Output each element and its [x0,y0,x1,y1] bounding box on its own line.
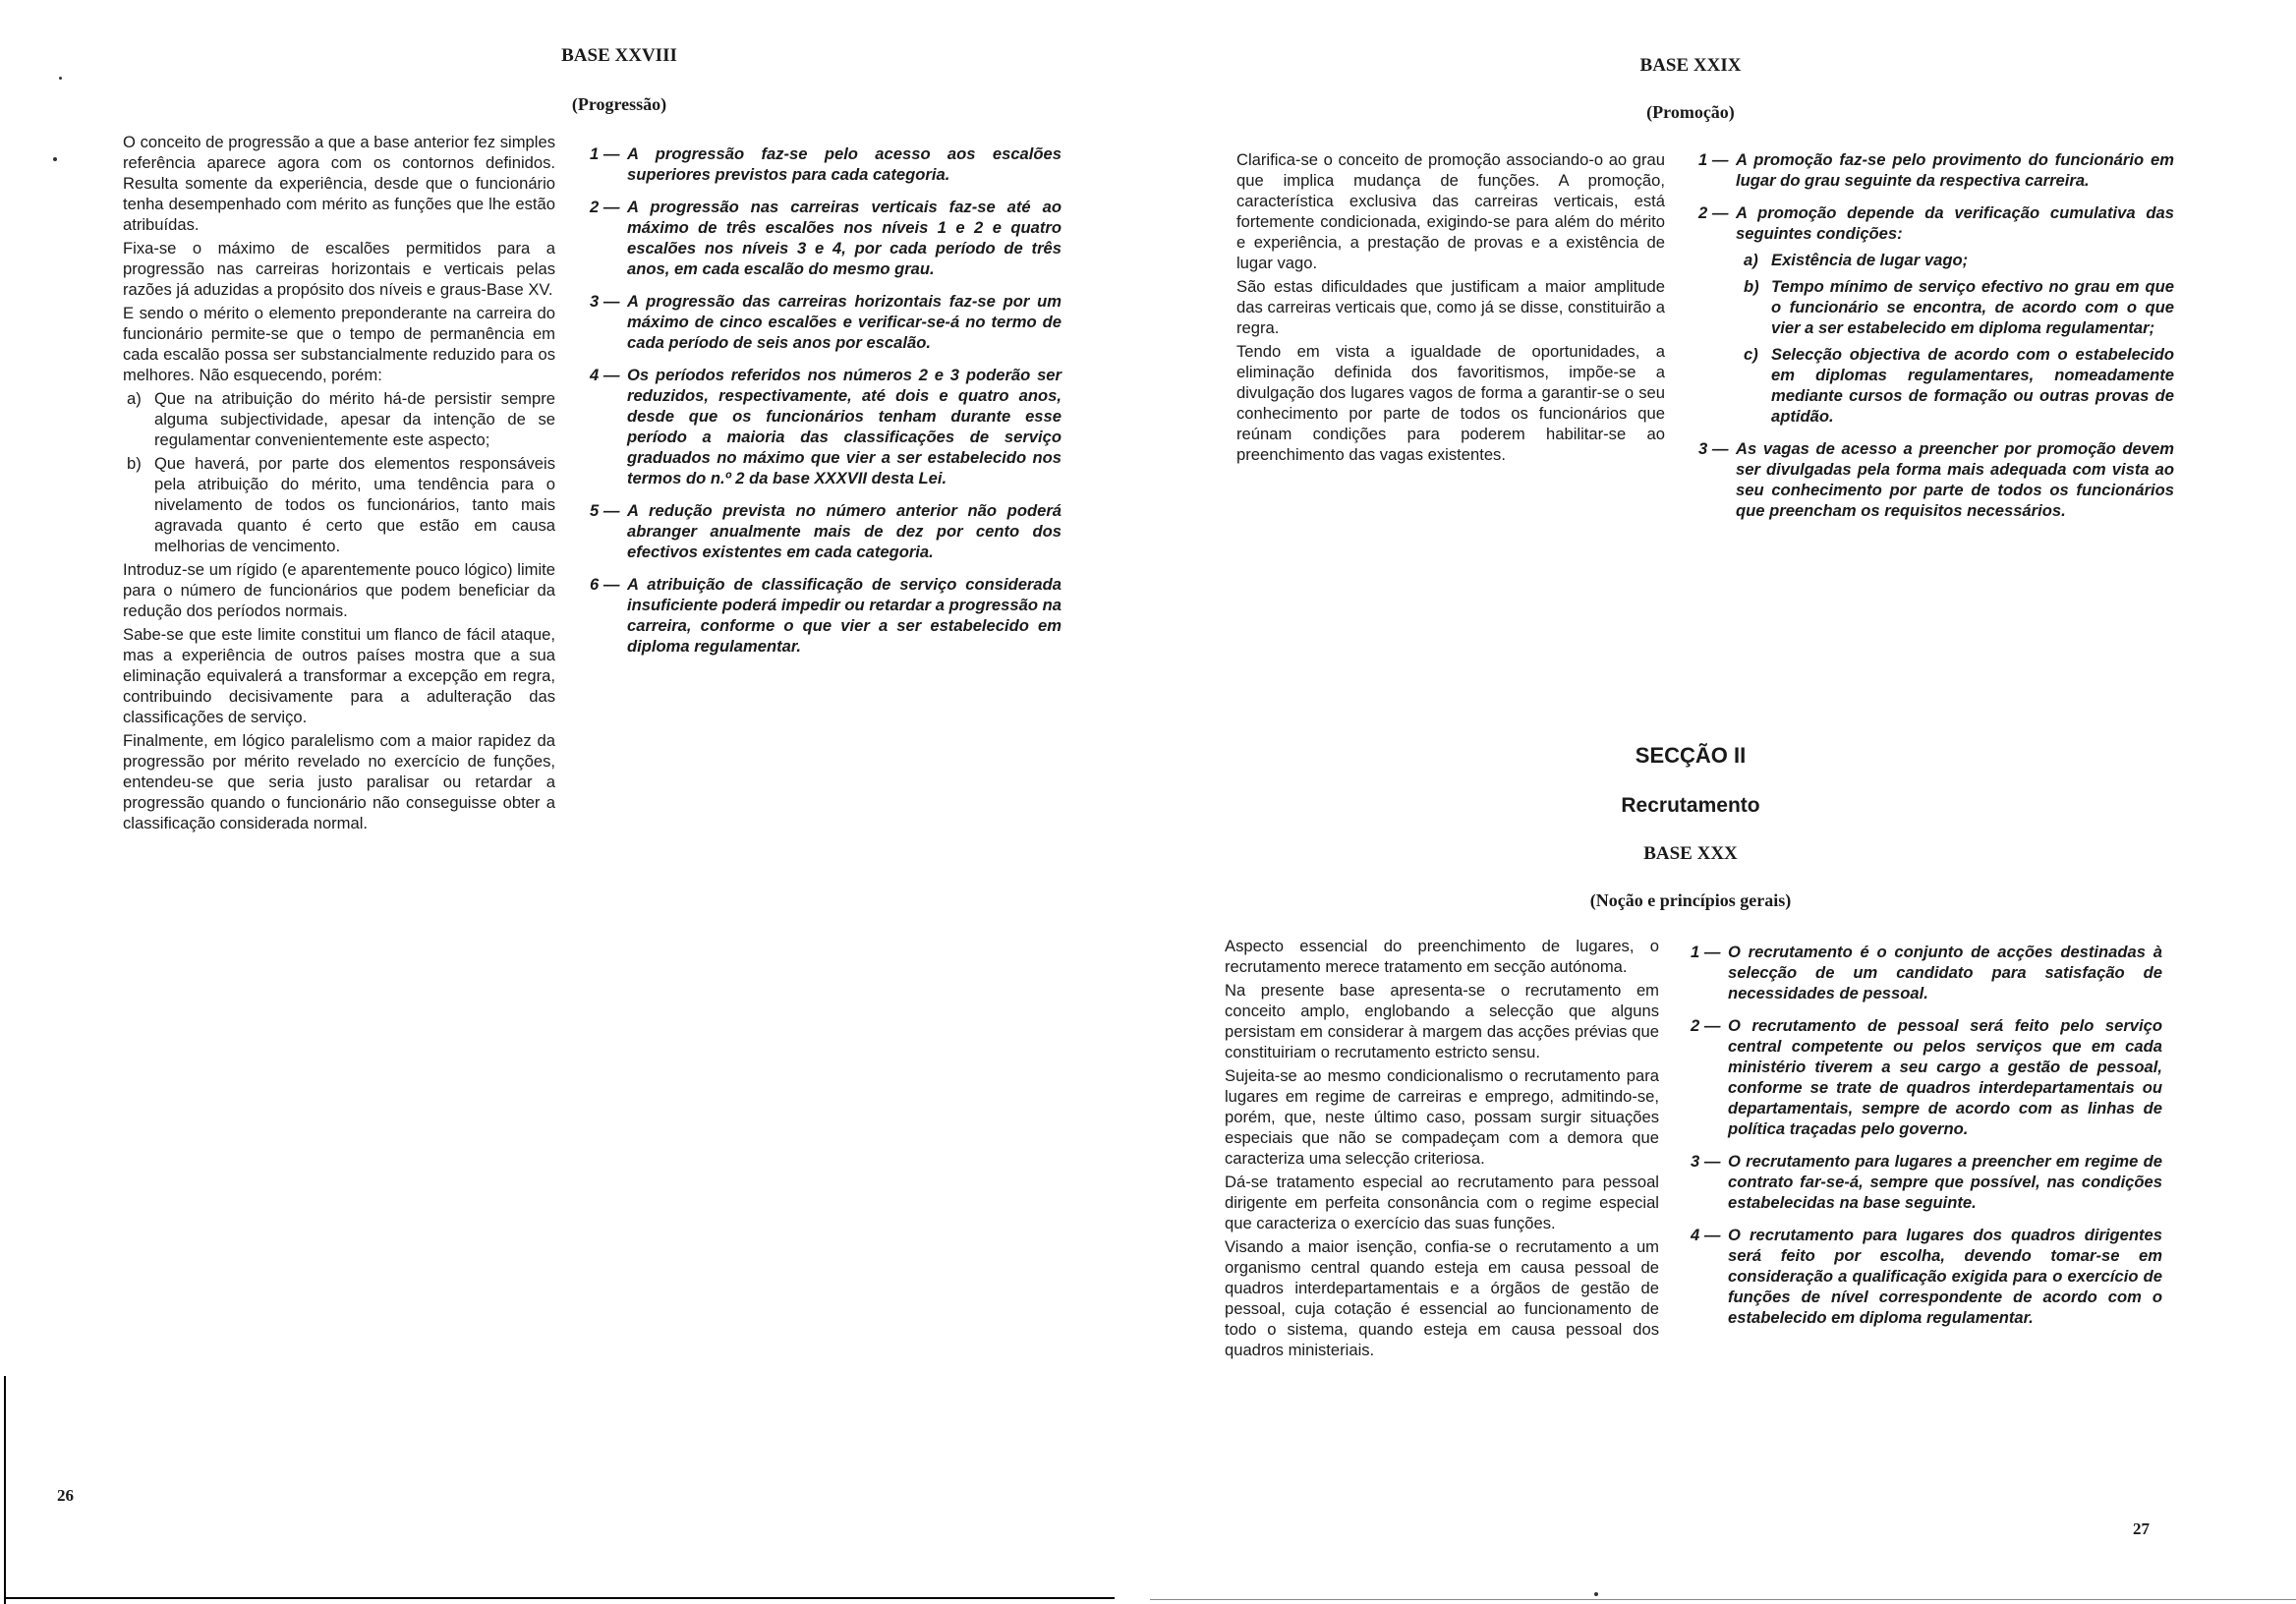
article-text: O recrutamento para lugares dos quadros dirigentes será feito por escolha, devendo tomar-se em consideração a qualificação exigida para o exercício de funções de nível correspondente de acordo com o estabelecido em diploma regulamentar. [1728,1226,2162,1327]
list-marker: a) [127,389,142,408]
condition-item [1736,344,2174,427]
commentary-paragraph: São estas dificuldades que justificam a maior amplitude das carreiras verticais que, como já se disse, constituirão a regra. [1236,277,1665,337]
article-6 [590,574,1062,657]
commentary-paragraph: Na presente base apresenta-se o recrutamento em conceito amplo, englobando a selecção que alguns persistam em considerar à margem das acções prévias que constituiriam o recrutamento estricto sensu. [1225,981,1659,1061]
commentary-paragraph: Finalmente, em lógico paralelismo com a maior rapidez da progressão por mérito revelado no exercício de funções, entendeu-se que seria justo paralisar ou retardar a progressão quando o funcionário não conseguisse obter a classificação considerada normal. [123,731,555,832]
list-marker: b) [1744,277,1759,296]
section-title: SECÇÃO II [1635,743,1747,768]
section-subtitle: Recrutamento [1621,794,1760,817]
scan-edge-left [4,1376,6,1604]
page-number-left: 26 [57,1486,74,1505]
article-number: 2 — [1691,1016,1721,1035]
article-text: A progressão faz-se pelo acesso aos escalões superiores previstos para cada categoria. [627,144,1062,184]
base-xxviii-title: BASE XXVIII [561,45,677,66]
article-3 [590,291,1062,353]
article-number: 2 — [1698,203,1729,222]
base-xxx-articles [1691,942,2162,1340]
condition-text: Selecção objectiva de acordo com o estabelecido em diplomas regulamentares, nomeadamente mediante cursos de formação ou outras provas de aptidão. [1771,345,2174,426]
base-xxx-commentary [1225,936,1659,1363]
base-xxix-subtitle: (Promoção) [1646,102,1735,122]
article-text: A progressão nas carreiras verticais faz-se até ao máximo de três escalões nos níveis 1 e 2 e quatro escalões nos níveis 3 e 4, por cada período de três anos, em cada escalão do mesmo grau. [627,198,1062,278]
list-text: Que haverá, por parte dos elementos responsáveis pela atribuição do mérito, uma tendência para o nivelamento de todos os funcionários, tanto mais agravada quanto é certo que estão em causa melhorias de vencimento. [154,454,555,555]
condition-item [1736,250,2174,270]
commentary-paragraph: Introduz-se um rígido (e aparentemente pouco lógico) limite para o número de funcionários que podem beneficiar da redução dos períodos normais. [123,560,555,620]
scan-speck [1594,1592,1598,1596]
commentary-paragraph: Visando a maior isenção, confia-se o recrutamento a um organismo central quando esteja em causa pessoal de quadros interdepartamentais e a órgãos de gestão de pessoal, cuja cotação é essencial ao funcionamento de todo o sistema, quando esteja em causa pessoal dos quadros ministeriais. [1225,1237,1659,1359]
article-3 [1698,438,2174,521]
article-4 [590,365,1062,488]
commentary-paragraph: Dá-se tratamento especial ao recrutamento para pessoal dirigente em perfeita consonância com o regime especial que caracteriza o exercício das suas funções. [1225,1173,1659,1232]
list-marker: b) [127,454,142,473]
base-xxx-subtitle: (Noção e princípios gerais) [1589,890,1792,910]
page-number-right: 27 [2133,1519,2150,1538]
list-marker: a) [1744,251,1758,269]
article-number: 3 — [1691,1152,1721,1171]
base-xxviii-commentary [123,132,555,836]
base-xxviii-articles [590,143,1062,668]
article-number: 1 — [1691,943,1721,961]
commentary-paragraph: E sendo o mérito o elemento preponderante na carreira do funcionário permite-se que o tempo de permanência em cada escalão possa ser substancialmente reduzido para os melhores. Não esquecendo, porém: [123,304,555,384]
article-text: Os períodos referidos nos números 2 e 3 poderão ser reduzidos, respectivamente, até dois e quatro anos, desde que os funcionários tenham durante esse período a maioria das classificações de serviço graduados no máximo que vier a ser estabelecido nos termos do n.º 2 da base XXXVII desta Lei. [627,366,1062,487]
article-3 [1691,1151,2162,1213]
commentary-paragraph: Aspecto essencial do preenchimento de lugares, o recrutamento merece tratamento em secção autónoma. [1225,937,1659,976]
base-xxix-articles [1698,149,2174,533]
article-text: A promoção faz-se pelo provimento do funcionário em lugar do grau seguinte da respectiva carreira. [1736,150,2174,190]
article-number: 3 — [590,292,620,311]
article-2 [1691,1015,2162,1139]
condition-text: Existência de lugar vago; [1771,251,1969,269]
commentary-paragraph: O conceito de progressão a que a base anterior fez simples referência aparece agora com os contornos definidos. Resulta somente da experiência, desde que o funcionário tenha desempenhado com mérito as funções que lhe estão atribuídas. [123,133,555,234]
list-text: Que na atribuição do mérito há-de persistir sempre alguma subjectividade, apesar da intenção de se regulamentar convenientemente este aspecto; [154,389,555,449]
article-number: 4 — [590,366,620,384]
list-marker: c) [1744,345,1758,364]
article-2 [590,197,1062,279]
base-xxx-title: BASE XXX [1643,843,1738,864]
article-text: O recrutamento para lugares a preencher em regime de contrato far-se-á, sempre que possível, nas condições estabelecidas na base seguinte. [1728,1152,2162,1212]
commentary-paragraph: Sujeita-se ao mesmo condicionalismo o recrutamento para lugares em regime de carreiras e emprego, admitindo-se, porém, que, neste último caso, possam surgir situações especiais que não se compadeçam com a demora que caracteriza uma selecção criteriosa. [1225,1066,1659,1168]
condition-text: Tempo mínimo de serviço efectivo no grau em que o funcionário se encontra, de acordo com o que vier a ser estabelecido em diploma regulamentar; [1771,277,2174,337]
article-number: 5 — [590,501,620,520]
article-1 [590,143,1062,185]
article-text: A progressão das carreiras horizontais faz-se por um máximo de cinco escalões e verificar-se-á no termo de cada período de seis anos por escalão. [627,292,1062,352]
article-text: O recrutamento é o conjunto de acções destinadas à selecção de um candidato para satisfação de necessidades de pessoal. [1728,943,2162,1002]
article-1 [1698,149,2174,191]
article-number: 4 — [1691,1226,1721,1244]
base-xxix-title: BASE XXIX [1639,55,1742,76]
commentary-list-item [123,388,555,450]
commentary-paragraph: Sabe-se que este limite constitui um flanco de fácil ataque, mas a experiência de outros países mostra que a sua eliminação equivalerá a transformar a excepção em regra, contribuindo decisivamente para a adulteração das classificações de serviço. [123,625,555,726]
article-2 [1698,202,2174,427]
base-xxix-commentary [1236,149,1665,468]
article-1 [1691,942,2162,1003]
article-text: A promoção depende da verificação cumulativa das seguintes condições: [1736,203,2174,243]
base-xxviii-subtitle: (Progressão) [571,94,667,114]
scan-edge-bottom [4,1597,1115,1599]
scan-speck [53,157,57,161]
commentary-paragraph: Tendo em vista a igualdade de oportunidades, a eliminação definida dos favoritismos, impõe-se a divulgação dos lugares vagos de forma a garantir-se o seu conhecimento por parte de todos os funcionários que reúnam condições para poderem habilitar-se ao preenchimento das vagas existentes. [1236,342,1665,464]
article-text: As vagas de acesso a preencher por promoção devem ser divulgadas pela forma mais adequada com vista ao seu conhecimento por parte de todos os funcionários que preencham os requisitos necessários. [1736,439,2174,520]
article-4 [1691,1225,2162,1328]
article-number: 3 — [1698,439,1729,458]
article-text: A atribuição de classificação de serviço considerada insuficiente poderá impedir ou retardar a progressão na carreira, conforme o que vier a ser estabelecido em diploma regulamentar. [627,575,1062,656]
article-text: A redução prevista no número anterior não poderá abranger anualmente mais de dez por cento dos efectivos existentes em cada categoria. [627,501,1062,561]
commentary-paragraph: Clarifica-se o conceito de promoção associando-o ao grau que implica mudança de funções. A promoção, característica exclusiva das carreiras verticais, está fortemente condicionada, exigindo-se para além do mérito e experiência, a prestação de provas e a existência de lugar vago. [1236,150,1665,272]
article-number: 1 — [590,144,620,163]
condition-item [1736,276,2174,338]
article-number: 6 — [590,575,620,594]
article-number: 2 — [590,198,620,216]
scan-edge-bottom-right [1150,1599,2296,1600]
commentary-paragraph: Fixa-se o máximo de escalões permitidos para a progressão nas carreiras horizontais e verticais pelas razões já aduzidas a propósito dos níveis e graus-Base XV. [123,239,555,299]
scan-speck [59,77,62,80]
article-number: 1 — [1698,150,1729,169]
article-5 [590,500,1062,562]
article-text: O recrutamento de pessoal será feito pelo serviço central competente ou pelos serviços que em cada ministério tiverem a seu cargo a gestão de pessoal, conforme se trate de quadros interdepartamentais ou departamentais, sempre de acordo com as linhas de política traçadas pelo governo. [1728,1016,2162,1138]
commentary-list-item [123,453,555,556]
